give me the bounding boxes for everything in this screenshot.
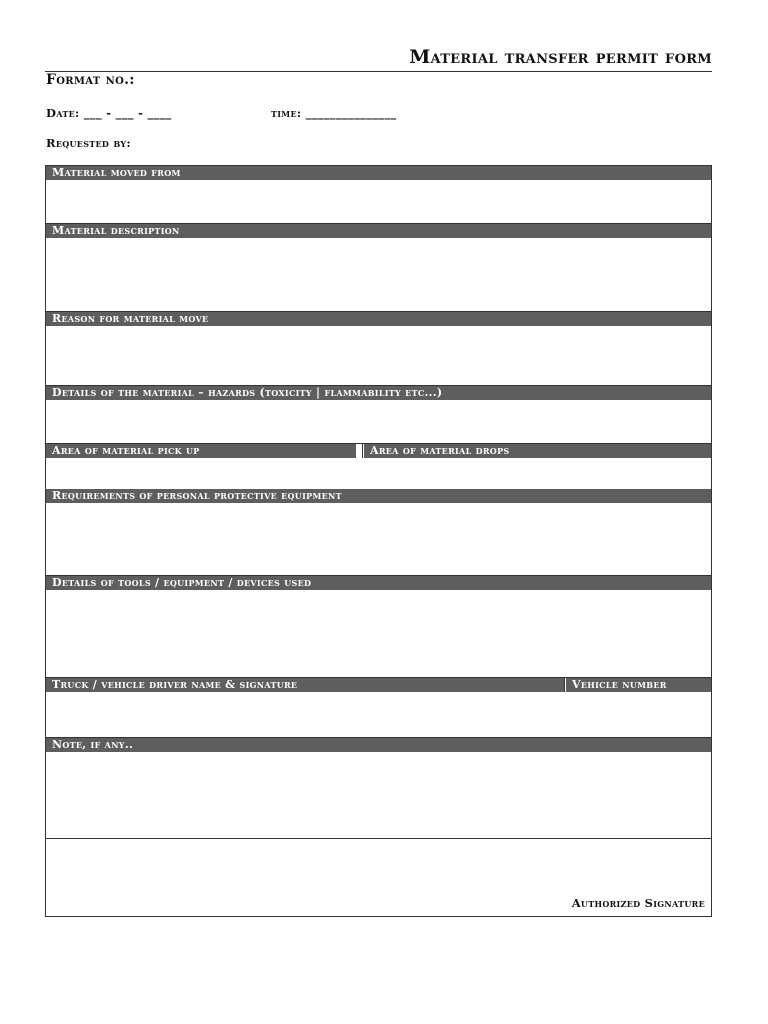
pickup-field[interactable] [46, 458, 362, 489]
time-field[interactable]: time: _______________ [271, 106, 397, 120]
section-header-description: Material description [46, 224, 711, 238]
ppe-field[interactable] [46, 503, 711, 576]
moved-from-field[interactable] [46, 180, 711, 224]
form-title: Material transfer permit form [409, 46, 712, 68]
requested-by-label: Requested by: [46, 136, 131, 150]
section-header-moved-from: Material moved from [46, 166, 711, 180]
reason-field[interactable] [46, 326, 711, 386]
permit-form-table [45, 165, 712, 917]
description-field[interactable] [46, 238, 711, 312]
note-row [46, 752, 711, 839]
vehicle-number-field[interactable] [565, 692, 711, 737]
section-header-tools: Details of tools / equipment / devices used [46, 576, 711, 590]
drops-field[interactable] [363, 458, 711, 489]
section-header-note: Note, if any.. [46, 738, 711, 752]
title-rule [45, 71, 712, 72]
note-side-field[interactable] [565, 752, 711, 838]
note-field[interactable] [46, 752, 564, 838]
section-header-hazards: Details of the material – hazards (toxicity | flammability etc...) [46, 386, 711, 400]
date-field[interactable]: Date: ___ - ___ - ____ [46, 106, 172, 120]
authorized-signature-label: Authorized Signature [571, 896, 705, 910]
format-no-label: Format no.: [46, 72, 135, 88]
driver-vehicle-row [46, 692, 711, 738]
pickup-drops-row [46, 458, 711, 490]
section-header-ppe: Requirements of personal protective equipment [46, 489, 711, 503]
section-header-vehicle-number: Vehicle number [566, 678, 711, 692]
driver-field[interactable] [46, 692, 564, 737]
signature-area[interactable] [46, 839, 711, 916]
section-header-drops: Area of material drops [364, 444, 711, 458]
hazards-field[interactable] [46, 400, 711, 444]
tools-field[interactable] [46, 590, 711, 678]
section-header-pickup: Area of material pick up [46, 444, 356, 458]
section-header-driver: Truck / vehicle driver name & signature [46, 678, 564, 692]
section-header-reason: Reason for material move [46, 312, 711, 326]
